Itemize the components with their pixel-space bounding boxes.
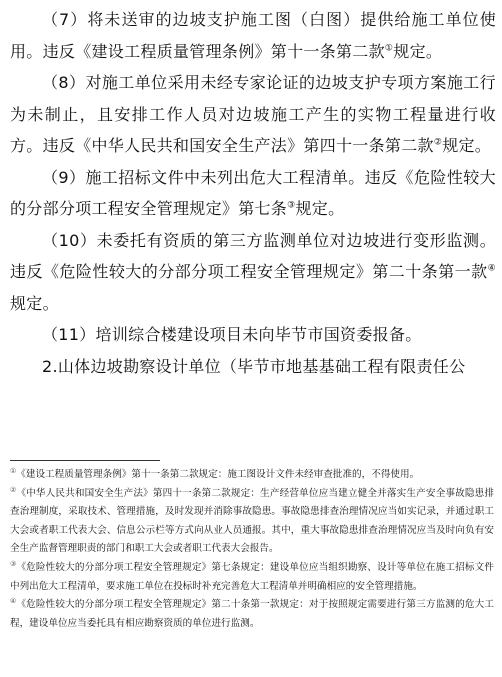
footnote-ref[interactable]: ④ [487, 263, 496, 274]
paragraph-8 [10, 67, 496, 162]
paragraph-7 [10, 4, 496, 67]
footnote-ref[interactable]: ① [384, 43, 394, 54]
paragraph-text: （11）培训综合楼建设项目未向毕节市国资委报备。 [42, 325, 422, 344]
paragraph-text: （8）对施工单位采用未经专家论证的边坡支护专项方案施工行为未制止，且安排工作人员对边坡施工产生的实物工程量进行收方。违反《中华人民共和国安全生产法》第四十一条第二款 [10, 73, 496, 155]
footnote-mark: ③ [10, 559, 17, 568]
section-heading [10, 351, 496, 383]
paragraph-text: （10）未委托有资质的第三方监测单位对边坡进行变形监测。违反《危险性较大的分部分项工程安全管理规定》第二十条第一款 [10, 230, 496, 281]
paragraph-text-tail: 规定。 [10, 293, 59, 313]
footnote-3 [10, 559, 494, 596]
footnote-1 [10, 466, 494, 485]
footnote-ref[interactable]: ② [433, 137, 443, 148]
paragraph-text: （9）施工招标文件中未列出危大工程清单。违反《危险性较大的分部分项工程安全管理规定》第七条 [10, 167, 496, 218]
footnotes [10, 466, 494, 633]
footnote-4 [10, 596, 494, 633]
section-heading-text: 2.山体边坡勘察设计单位（毕节市地基基础工程有限责任公 [42, 356, 466, 376]
footnote-ref[interactable]: ③ [287, 200, 296, 211]
paragraph-text-tail: 规定。 [295, 199, 345, 218]
footnote-text: 《中华人民共和国安全生产法》第四十一条第二款规定：生产经营单位应当建立健全并落实生产安全事故隐患排查治理制度，采取技术、管理措施，及时发现并消除事故隐患。事故隐患排查治理情况应当如实记录，并通过职工大会或者职工代表大会、信息公示栏等方式向从业人员通报。其中，重大事故隐患排查治理情况应当及时向负有安全生产监督管理职责的部门和职工大会或者职工代表大会报告。 [10, 487, 494, 555]
footnote-divider [10, 460, 160, 461]
paragraph-text: （7）将未送审的边坡支护施工图（白图）提供给施工单位使用。违反《建设工程质量管理条例》第十一条第二款 [10, 10, 496, 61]
footnote-mark: ④ [10, 596, 17, 605]
footnote-mark: ② [10, 485, 17, 494]
paragraph-10 [10, 225, 496, 320]
footnote-text: 《建设工程质量管理条例》第十一条第二款规定：施工图设计文件未经审查批准的，不得使用。 [16, 469, 420, 480]
paragraph-text-tail: 规定。 [442, 136, 492, 155]
paragraph-11 [10, 319, 496, 351]
paragraph-9 [10, 162, 496, 225]
footnote-mark: ① [10, 466, 17, 475]
main-text [10, 4, 496, 382]
footnote-text: 《危险性较大的分部分项工程安全管理规定》第二十条第一款规定：对于按照规定需要进行第三方监测的危大工程，建设单位应当委托具有相应勘察资质的单位进行监测。 [10, 599, 494, 629]
footnote-2 [10, 485, 494, 559]
footnote-text: 《危险性较大的分部分项工程安全管理规定》第七条规定：建设单位应当组织勘察、设计等单位在施工招标文件中列出危大工程清单，要求施工单位在投标时补充完善危大工程清单并明确相应的安全管理措施。 [10, 561, 494, 592]
paragraph-text-tail: 规定。 [393, 41, 443, 61]
